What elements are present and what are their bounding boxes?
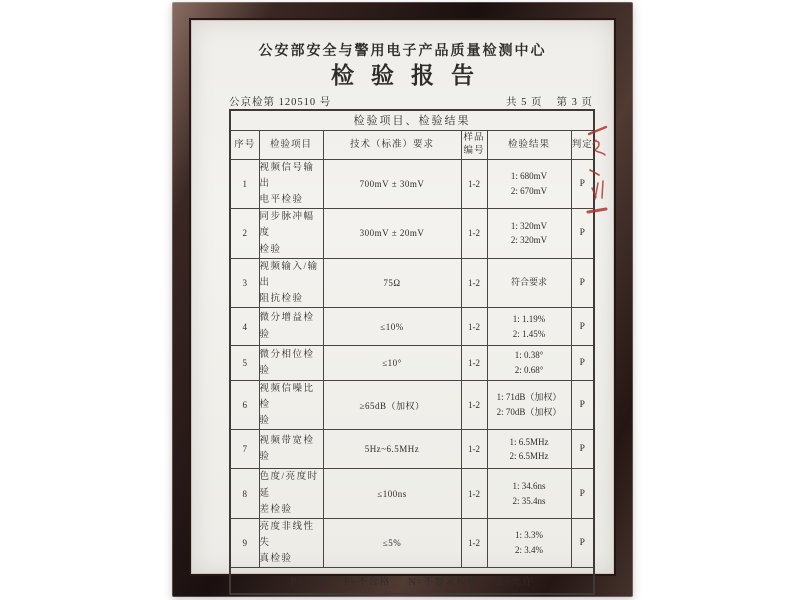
cell-verdict: P bbox=[571, 159, 594, 208]
cell-item bbox=[259, 346, 323, 381]
result-line1: 1: 1.19% bbox=[512, 313, 546, 324]
result-line2: 2: 3.4% bbox=[515, 545, 543, 556]
legend-not-required: N=不要求检验 bbox=[408, 577, 479, 589]
cell-requirement: ≤100ns bbox=[323, 469, 461, 518]
cell-result bbox=[487, 159, 571, 208]
cell-item bbox=[259, 518, 323, 567]
cell-result bbox=[487, 209, 571, 258]
cell-verdict: P bbox=[571, 209, 594, 258]
item-line1: 微分相位检验 bbox=[259, 349, 315, 377]
red-pen-marks bbox=[586, 124, 610, 242]
cell-no: 2 bbox=[230, 209, 259, 258]
item-line1: 色度/亮度时延 bbox=[259, 472, 319, 499]
cell-no: 6 bbox=[230, 381, 259, 430]
cell-verdict: P bbox=[571, 430, 594, 469]
pages-total: 共 5 页 bbox=[506, 96, 543, 108]
item-line1: 视频带宽检验 bbox=[259, 436, 315, 463]
item-line2: 差检验 bbox=[259, 504, 293, 515]
cell-no: 8 bbox=[230, 469, 259, 518]
table-row bbox=[230, 518, 594, 567]
table-row bbox=[230, 258, 594, 307]
result-line2: 2: 320mV bbox=[510, 235, 548, 246]
cell-no: 9 bbox=[230, 518, 259, 567]
legend-allowed: A=允许 bbox=[496, 577, 534, 589]
table-row bbox=[230, 430, 594, 469]
cell-result bbox=[487, 308, 571, 346]
page-current: 第 3 页 bbox=[556, 96, 593, 108]
cell-no: 7 bbox=[230, 430, 259, 469]
table-title: 检验项目、检验结果 bbox=[230, 110, 594, 131]
cell-item bbox=[259, 308, 323, 346]
legend-fail: F=不合格 bbox=[344, 577, 391, 589]
cell-requirement: ≤10° bbox=[323, 346, 461, 381]
cell-sample: 1-2 bbox=[461, 346, 487, 381]
result-line1: 1: 320mV bbox=[510, 220, 548, 231]
cell-requirement: 75Ω bbox=[323, 258, 461, 307]
cell-requirement: ≤10% bbox=[323, 308, 461, 346]
result-line1: 1: 0.38° bbox=[514, 350, 544, 361]
inspection-table bbox=[229, 109, 595, 596]
item-line1: 视频输入/输出 bbox=[259, 261, 319, 288]
col-header-item: 检验项目 bbox=[259, 130, 323, 159]
cell-result bbox=[487, 469, 571, 518]
cell-requirement: 5Hz~6.5MHz bbox=[323, 430, 461, 469]
cell-result bbox=[487, 346, 571, 381]
result-line2: 2: 0.68° bbox=[514, 365, 544, 376]
report-paper bbox=[192, 21, 613, 589]
cell-no: 3 bbox=[230, 258, 259, 307]
cell-item bbox=[259, 209, 323, 258]
cell-verdict: P bbox=[571, 381, 594, 430]
result-line1: 1: 6.5MHz bbox=[509, 436, 549, 447]
meta-row bbox=[229, 94, 593, 109]
item-line1: 同步脉冲幅度 bbox=[259, 212, 315, 239]
table-row bbox=[230, 159, 594, 208]
result-line1: 1: 3.3% bbox=[515, 530, 543, 541]
result-line2: 2: 35.4ns bbox=[512, 495, 546, 506]
col-header-verdict: 判定 bbox=[571, 130, 594, 159]
cell-requirement: 700mV ± 30mV bbox=[323, 159, 461, 208]
cell-sample: 1-2 bbox=[461, 209, 487, 258]
cell-verdict: P bbox=[571, 346, 594, 381]
cell-result bbox=[487, 518, 571, 567]
table-title-row bbox=[230, 110, 594, 131]
cell-result bbox=[487, 430, 571, 469]
cell-verdict: P bbox=[571, 518, 594, 567]
cell-item bbox=[259, 159, 323, 208]
item-line1: 微分增益检验 bbox=[259, 313, 315, 340]
legend-row bbox=[230, 568, 594, 595]
cell-item bbox=[259, 258, 323, 307]
item-line2: 电平检验 bbox=[259, 195, 304, 206]
cell-result bbox=[487, 381, 571, 430]
doc-number: 公京检第 120510 号 bbox=[229, 96, 332, 108]
item-line1: 视频信号输出 bbox=[259, 162, 315, 189]
table-header-row bbox=[230, 130, 594, 159]
col-header-result: 检验结果 bbox=[487, 130, 571, 159]
cell-sample: 1-2 bbox=[461, 381, 487, 430]
result-line2: 2: 1.45% bbox=[512, 328, 546, 339]
cell-sample: 1-2 bbox=[461, 469, 487, 518]
cell-sample: 1-2 bbox=[461, 518, 487, 567]
table-row bbox=[230, 209, 594, 258]
table-row bbox=[230, 308, 594, 346]
cell-sample: 1-2 bbox=[461, 258, 487, 307]
picture-frame bbox=[172, 2, 633, 597]
table-row bbox=[230, 346, 594, 381]
cell-verdict: P bbox=[571, 308, 594, 346]
col-header-sample-line2: 编号 bbox=[463, 145, 485, 156]
cell-item bbox=[259, 381, 323, 430]
result-line2: 2: 670mV bbox=[510, 186, 548, 196]
org-title: 公安部安全与警用电子产品质量检测中心 bbox=[258, 44, 547, 59]
col-header-sample bbox=[461, 130, 487, 159]
result-line1: 1: 34.6ns bbox=[512, 480, 546, 491]
cell-no: 4 bbox=[230, 308, 259, 346]
report-title: 检验报告 bbox=[331, 62, 491, 88]
cell-no: 1 bbox=[230, 159, 259, 208]
cell-verdict: P bbox=[571, 258, 594, 307]
col-header-no: 序号 bbox=[230, 130, 259, 159]
item-line2: 阻抗检验 bbox=[259, 293, 304, 304]
cell-sample: 1-2 bbox=[461, 159, 487, 208]
legend-cell bbox=[230, 568, 594, 595]
result-line1: 1: 680mV bbox=[510, 171, 548, 182]
cell-sample: 1-2 bbox=[461, 308, 487, 346]
page-info bbox=[506, 94, 593, 109]
legend-pass: P=合格 bbox=[290, 577, 327, 589]
cell-requirement: ≤5% bbox=[323, 518, 461, 567]
item-line1: 视频信噪比检 bbox=[259, 384, 315, 411]
cell-requirement: 300mV ± 20mV bbox=[323, 209, 461, 258]
cell-verdict: P bbox=[571, 469, 594, 518]
cell-requirement: ≥65dB（加权） bbox=[323, 381, 461, 430]
cell-item bbox=[259, 430, 323, 469]
result-line2: 2: 70dB（加权） bbox=[496, 407, 562, 418]
result-line1: 符合要求 bbox=[510, 277, 547, 288]
item-line2: 验 bbox=[259, 416, 271, 427]
result-line1: 1: 71dB（加权） bbox=[496, 392, 562, 403]
cell-result bbox=[487, 258, 571, 307]
col-header-sample-line1: 样品 bbox=[463, 133, 485, 144]
col-header-requirement: 技术（标准）要求 bbox=[323, 130, 461, 159]
item-line2: 检验 bbox=[259, 244, 282, 255]
cell-no: 5 bbox=[230, 346, 259, 381]
table-row bbox=[230, 381, 594, 430]
table-row bbox=[230, 469, 594, 518]
item-line2: 真检验 bbox=[259, 554, 293, 565]
cell-item bbox=[259, 469, 323, 518]
result-line2: 2: 6.5MHz bbox=[509, 451, 549, 462]
item-line1: 亮度非线性失 bbox=[259, 521, 315, 549]
cell-sample: 1-2 bbox=[461, 430, 487, 469]
